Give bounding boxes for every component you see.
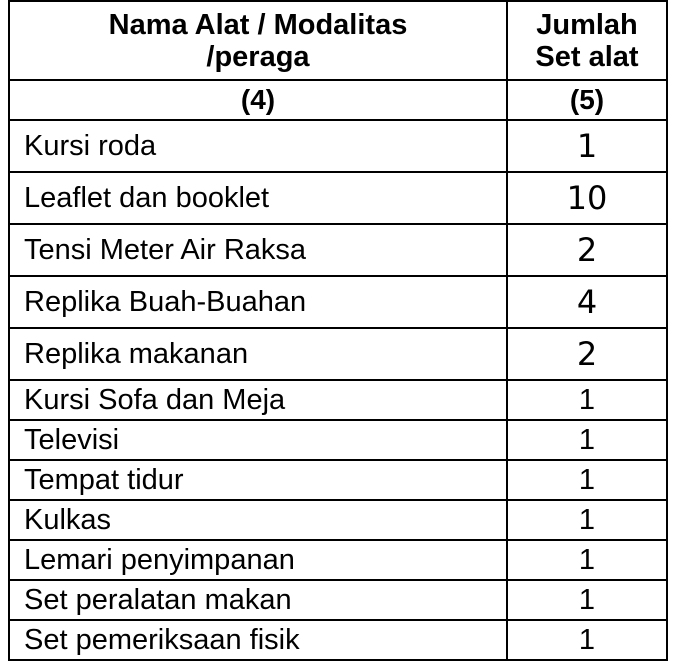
item-name: Replika Buah-Buahan bbox=[9, 276, 507, 328]
table-row bbox=[9, 620, 667, 660]
item-quantity: 1 bbox=[507, 460, 667, 500]
equipment-table bbox=[8, 0, 668, 661]
header-row bbox=[9, 1, 667, 80]
column-number-row bbox=[9, 80, 667, 120]
item-name: Kulkas bbox=[9, 500, 507, 540]
table-row bbox=[9, 276, 667, 328]
table-row bbox=[9, 328, 667, 380]
table-row bbox=[9, 500, 667, 540]
table-row bbox=[9, 420, 667, 460]
column-number-quantity: (5) bbox=[507, 80, 667, 120]
item-quantity: 1 bbox=[507, 580, 667, 620]
table-row bbox=[9, 580, 667, 620]
column-header-quantity-line2: Set alat bbox=[535, 40, 639, 73]
item-quantity: 1 bbox=[507, 420, 667, 460]
item-name: Kursi roda bbox=[9, 120, 507, 172]
column-header-name bbox=[9, 1, 507, 80]
item-name: Leaflet dan booklet bbox=[9, 172, 507, 224]
table-row bbox=[9, 540, 667, 580]
item-name: Set pemeriksaan fisik bbox=[9, 620, 507, 660]
column-header-quantity bbox=[507, 1, 667, 80]
column-header-name-line2: /peraga bbox=[206, 40, 310, 73]
table-row bbox=[9, 460, 667, 500]
table-row bbox=[9, 380, 667, 420]
item-quantity: 1 bbox=[507, 380, 667, 420]
column-header-name-line1: Nama Alat / Modalitas bbox=[108, 8, 408, 41]
item-name: Televisi bbox=[9, 420, 507, 460]
item-name: Set peralatan makan bbox=[9, 580, 507, 620]
item-name: Tempat tidur bbox=[9, 460, 507, 500]
table-row bbox=[9, 224, 667, 276]
item-quantity: 1 bbox=[507, 540, 667, 580]
item-quantity: 10 bbox=[507, 172, 667, 224]
item-quantity: 1 bbox=[507, 500, 667, 540]
item-quantity: 4 bbox=[507, 276, 667, 328]
item-quantity: 1 bbox=[507, 620, 667, 660]
item-name: Kursi Sofa dan Meja bbox=[9, 380, 507, 420]
item-quantity: 1 bbox=[507, 120, 667, 172]
item-quantity: 2 bbox=[507, 328, 667, 380]
item-name: Tensi Meter Air Raksa bbox=[9, 224, 507, 276]
item-quantity: 2 bbox=[507, 224, 667, 276]
item-name: Lemari penyimpanan bbox=[9, 540, 507, 580]
item-name: Replika makanan bbox=[9, 328, 507, 380]
column-header-quantity-line1: Jumlah bbox=[536, 8, 638, 41]
table-row bbox=[9, 172, 667, 224]
table-row bbox=[9, 120, 667, 172]
column-number-name: (4) bbox=[9, 80, 507, 120]
